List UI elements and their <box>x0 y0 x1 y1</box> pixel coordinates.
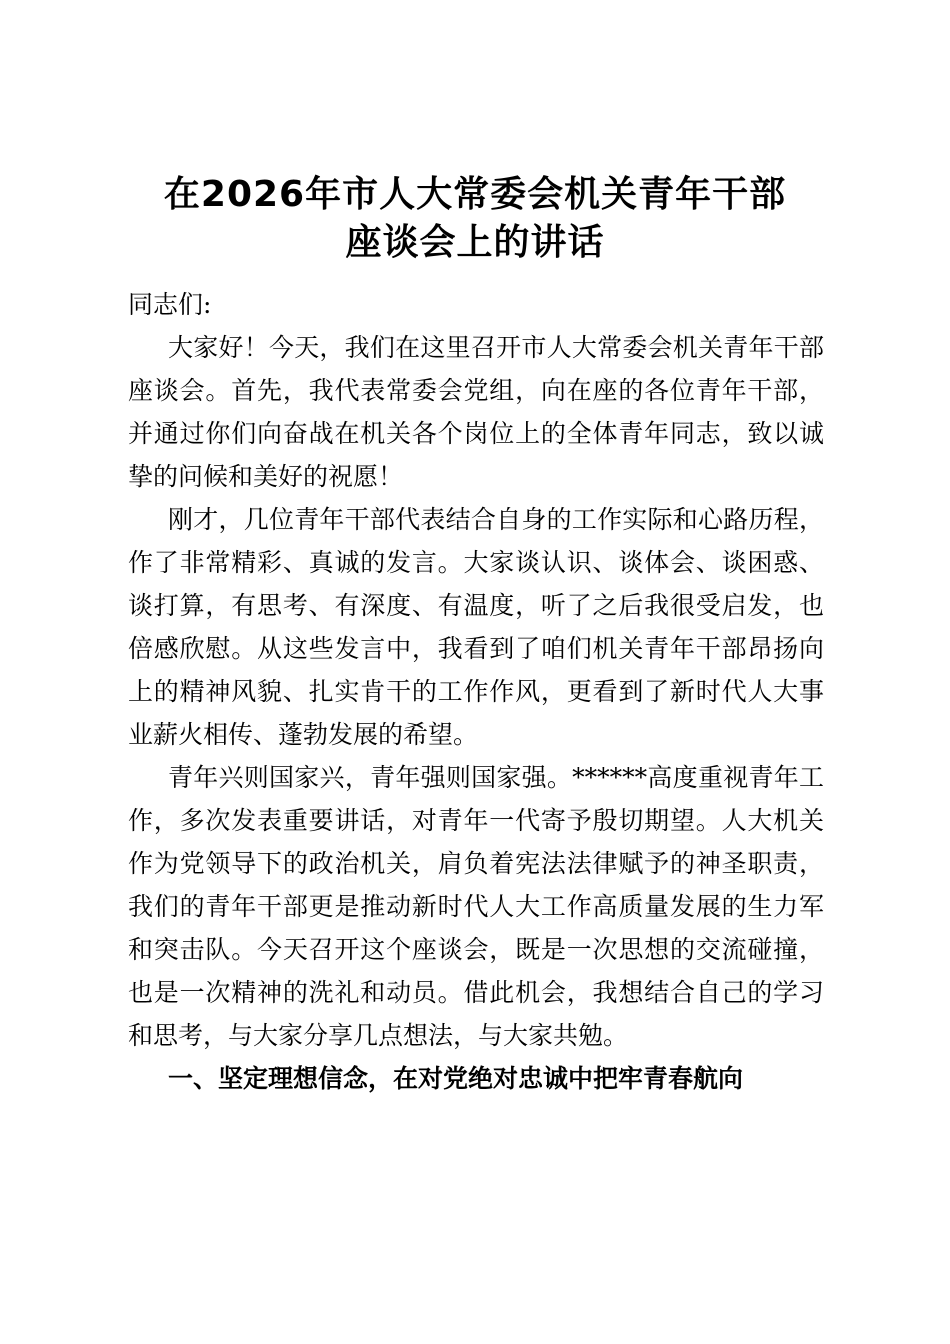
document-title-line-1: 在2026年市人大常委会机关青年干部 <box>163 174 787 215</box>
paragraph-speeches: 刚才，几位青年干部代表结合自身的工作实际和心路历程，作了非常精彩、真诚的发言。大家谈认识、谈体会、谈困惑、谈打算，有思考、有深度、有温度，听了之后我很受启发，也倍感欣慰。从这些发言中，我看到了咱们机关青年干部昂扬向上的精神风貌、扎实肯干的工作作风，更看到了新时代人大事业薪火相传、蓬勃发展的希望。 <box>128 505 824 749</box>
document-body <box>128 283 824 1100</box>
paragraph-greeting: 大家好！今天，我们在这里召开市人大常委会机关青年干部座谈会。首先，我代表常委会党组，向在座的各位青年干部，并通过你们向奋战在机关各个岗位上的全体青年同志，致以诚挚的问候和美好的祝愿！ <box>128 333 824 491</box>
salutation: 同志们: <box>128 290 212 319</box>
document-title-line-2: 座谈会上的讲话 <box>345 222 605 263</box>
section-heading-1: 一、坚定理想信念，在对党绝对忠诚中把牢青春航向 <box>168 1064 744 1093</box>
paragraph-youth: 青年兴则国家兴，青年强则国家强。******高度重视青年工作，多次发表重要讲话，对青年一代寄予殷切期望。人大机关作为党领导下的政治机关，肩负着宪法法律赋予的神圣职责，我们的青年干部更是推动新时代人大工作高质量发展的生力军和突击队。今天召开这个座谈会，既是一次思想的交流碰撞，也是一次精神的洗礼和动员。借此机会，我想结合自己的学习和思考，与大家分享几点想法，与大家共勉。 <box>128 763 824 1050</box>
